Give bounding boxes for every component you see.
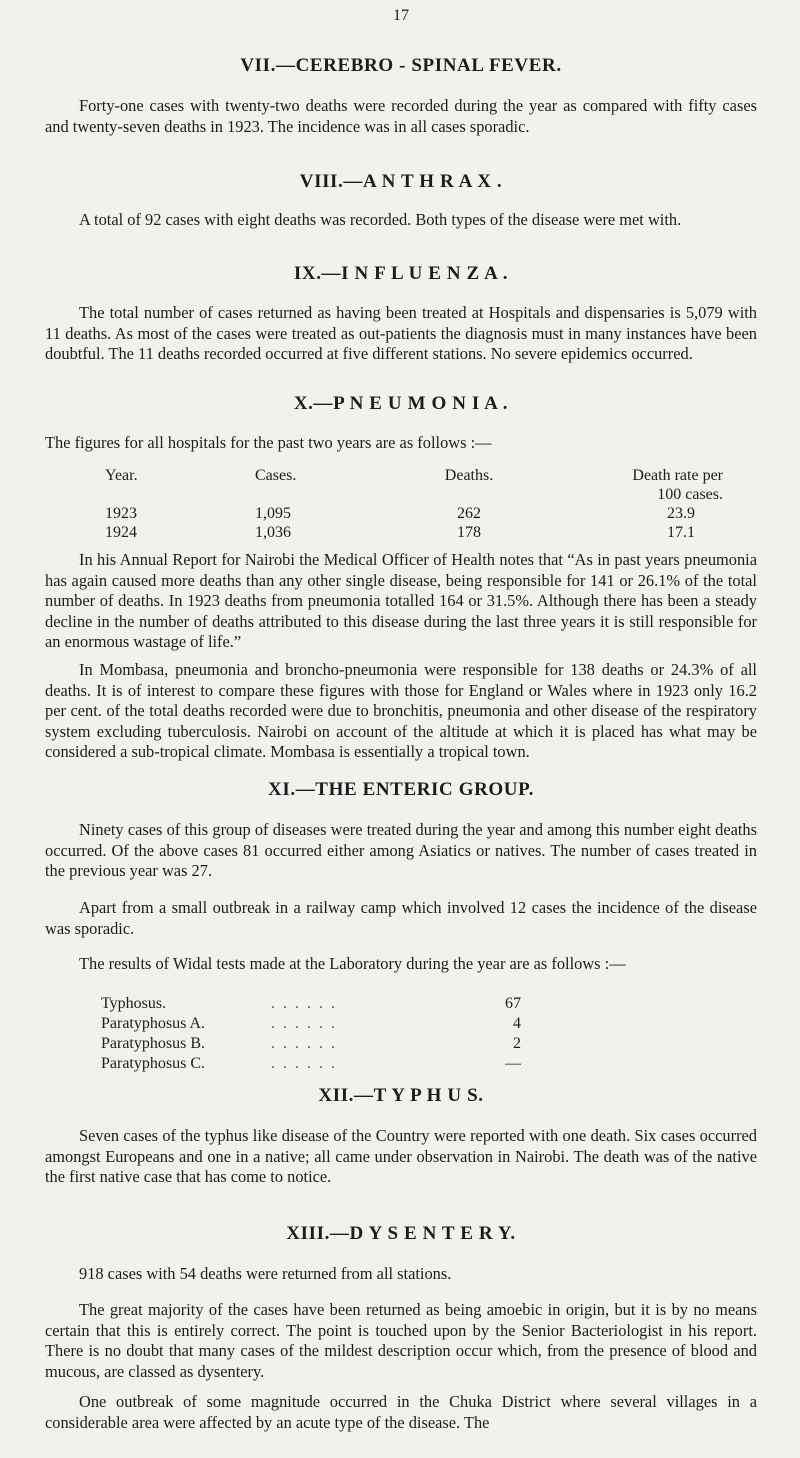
leader-dots: . . . . . .	[271, 995, 337, 1012]
table-header-cell: Deaths.	[444, 467, 494, 484]
list-item	[101, 1054, 521, 1074]
table-header-cell: Year.	[105, 467, 138, 484]
paragraph-enteric-3: The results of Widal tests made at the Laboratory during the year are as follows :—	[79, 954, 626, 973]
heading-influenza: IX.—I N F L U E N Z A .	[293, 263, 509, 284]
paragraph-enteric-2: Apart from a small outbreak in a railway camp which involved 12 cases the incidence of the disease was sporadic.	[45, 898, 757, 938]
paragraph-dysentery-3: One outbreak of some magnitude occurred in the Chuka District where several villages in a considerable area were affected by an acute type of the disease. The	[45, 1392, 757, 1432]
table-row	[105, 523, 723, 542]
heading-cerebro-spinal-fever: VII.—CEREBRO - SPINAL FEVER.	[240, 55, 562, 76]
table-cell: 17.1	[667, 524, 695, 541]
table-row	[105, 504, 723, 523]
heading-dysentery: XIII.—D Y S E N T E R Y.	[286, 1223, 516, 1244]
widal-results-list	[101, 994, 521, 1074]
paragraph-enteric-1: Ninety cases of this group of diseases were treated during the year and among this number eight deaths occurred. Of the above cases 81 occurred either among Asiatics or natives. The number of cases treated in the previous year was 27.	[45, 820, 757, 881]
paragraph-cerebro: Forty-one cases with twenty-two deaths were recorded during the year as compared with fifty cases and twenty-seven deaths in 1923. The incidence was in all cases sporadic.	[45, 96, 757, 136]
widal-name: Paratyphosus C.	[101, 1055, 205, 1072]
table-cell: 262	[457, 505, 481, 522]
table-header-line: Death rate per	[632, 467, 723, 484]
table-cell: 1923	[105, 505, 137, 522]
list-item	[101, 1014, 521, 1034]
page-number: 17	[393, 7, 409, 24]
paragraph-pneumonia-mombasa: In Mombasa, pneumonia and broncho-pneumonia were responsible for 138 deaths or 24.3% of all deaths. It is of interest to compare these figures with those for England or Wales where in 1923 only 16.2 per cent. of the total deaths recorded were due to bronchitis, pneumonia and other disease of the respiratory system excluding tuberculosis. Nairobi on account of the altitude at which it is placed has what may be considered a sub-tropical climate. Mombasa is essentially a tropical town.	[45, 660, 757, 762]
widal-value: 67	[505, 995, 521, 1012]
paragraph-pneumonia-intro: The figures for all hospitals for the past two years are as follows :—	[45, 433, 492, 452]
widal-value: 4	[513, 1015, 521, 1032]
pneumonia-table	[105, 466, 723, 542]
list-item	[101, 1034, 521, 1054]
widal-name: Paratyphosus B.	[101, 1035, 205, 1052]
widal-value: —	[505, 1055, 521, 1072]
paragraph-pneumonia-nairobi: In his Annual Report for Nairobi the Medical Officer of Health notes that “As in past years pneumonia has again caused more deaths than any other single disease, being responsible for 141 or 26.1% of the total number of deaths. In 1923 deaths from pneumonia totalled 164 or 31.5%. Although there has been a steady decline in the number of deaths attributed to this disease during the last three years it is still responsible for an enormous wastage of life.”	[45, 550, 757, 652]
table-cell: 1924	[105, 524, 137, 541]
widal-name: Paratyphosus A.	[101, 1015, 205, 1032]
paragraph-typhus: Seven cases of the typhus like disease of the Country were reported with one death. Six cases occurred amongst Europeans and one in a native; all came under observation in Nairobi. The death was of the native the first native case that has come to notice.	[45, 1126, 757, 1187]
heading-typhus: XII.—T Y P H U S.	[318, 1085, 484, 1106]
leader-dots: . . . . . .	[271, 1055, 337, 1072]
paragraph-dysentery-1: 918 cases with 54 deaths were returned from all stations.	[79, 1264, 452, 1283]
paragraph-influenza: The total number of cases returned as having been treated at Hospitals and dispensaries is 5,079 with 11 deaths. As most of the cases were treated as out-patients the diagnosis must in many instances have been doubtful. The 11 deaths recorded occurred at five different stations. No severe epidemics occurred.	[45, 303, 757, 364]
table-header-cell: Cases.	[255, 467, 297, 484]
leader-dots: . . . . . .	[271, 1015, 337, 1032]
widal-name: Typhosus.	[101, 995, 167, 1012]
table-header-cell	[553, 466, 723, 504]
heading-anthrax: VIII.—A N T H R A X .	[299, 171, 503, 192]
table-header-row	[105, 466, 723, 504]
list-item	[101, 994, 521, 1014]
heading-pneumonia: X.—P N E U M O N I A .	[293, 393, 509, 414]
table-cell: 1,036	[255, 524, 291, 541]
table-header-line: 100 cases.	[657, 486, 723, 503]
paragraph-anthrax: A total of 92 cases with eight deaths was recorded. Both types of the disease were met with.	[79, 210, 682, 229]
leader-dots: . . . . . .	[271, 1035, 337, 1052]
table-cell: 23.9	[667, 505, 695, 522]
paragraph-dysentery-2: The great majority of the cases have been returned as being amoebic in origin, but it is by no means certain that this is entirely correct. The point is touched upon by the Senior Bacteriologist in his report. There is no doubt that many cases of the mildest description occur which, from the presence of blood and mucous, are classed as dysentery.	[45, 1300, 757, 1381]
table-cell: 1,095	[255, 505, 291, 522]
table-cell: 178	[457, 524, 481, 541]
heading-enteric-group: XI.—THE ENTERIC GROUP.	[268, 779, 534, 800]
widal-value: 2	[513, 1035, 521, 1052]
